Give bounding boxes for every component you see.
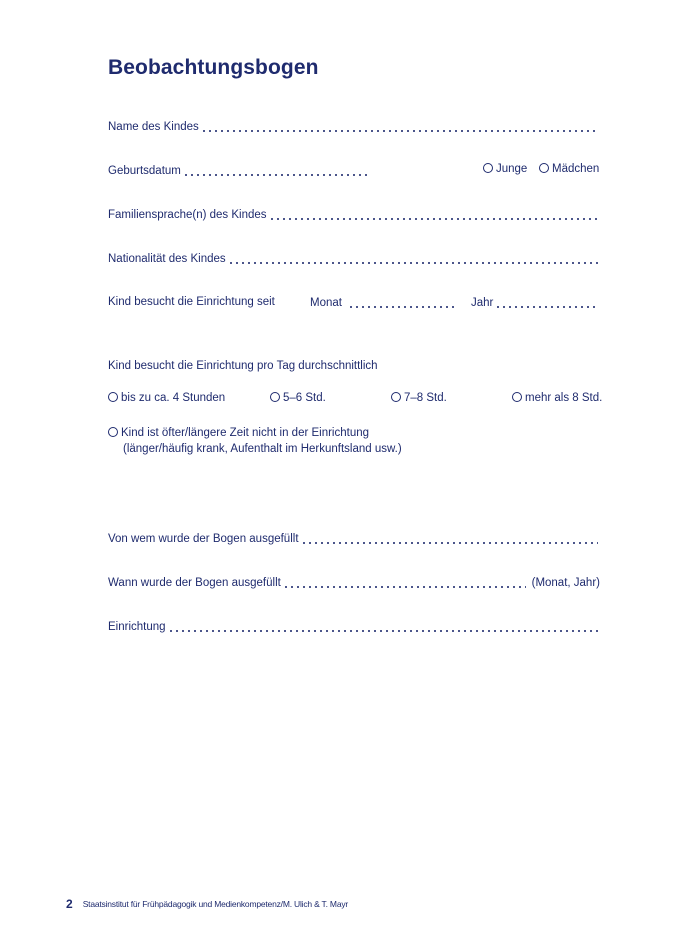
filled-when-suffix: (Monat, Jahr)	[531, 577, 600, 589]
month-row	[310, 293, 460, 311]
page-footer	[66, 897, 348, 911]
filled-when-field[interactable]	[283, 586, 526, 588]
filled-when-row	[108, 573, 600, 591]
gender-boy-label: Junge	[496, 163, 528, 175]
absent-option[interactable]	[108, 425, 369, 441]
nationality-field[interactable]	[228, 262, 598, 264]
hours-option-1-label: bis zu ca. 4 Stunden	[121, 392, 226, 404]
name-field[interactable]	[201, 130, 598, 132]
hours-option-4-label: mehr als 8 Std.	[525, 392, 603, 404]
hours-option-2-label: 5–6 Std.	[283, 392, 326, 404]
family-language-label: Familiensprache(n) des Kindes	[108, 209, 267, 221]
nationality-label: Nationalität des Kindes	[108, 253, 226, 265]
year-label: Jahr	[471, 297, 494, 309]
radio-circle-icon[interactable]	[108, 427, 118, 437]
filled-by-label: Von wem wurde der Bogen ausgefüllt	[108, 533, 299, 545]
institution-label: Einrichtung	[108, 621, 166, 633]
attends-since-label: Kind besucht die Einrichtung seit	[108, 296, 275, 308]
birthdate-label: Geburtsdatum	[108, 165, 181, 177]
absent-label-line1: Kind ist öfter/längere Zeit nicht in der Einrichtung	[121, 427, 370, 439]
institution-row	[108, 617, 600, 635]
page-number: 2	[66, 897, 73, 911]
hours-option-1[interactable]	[108, 390, 225, 406]
radio-circle-icon[interactable]	[108, 392, 118, 402]
radio-circle-icon[interactable]	[539, 163, 549, 173]
hours-option-4[interactable]	[512, 390, 602, 406]
filled-when-label: Wann wurde der Bogen ausgefüllt	[108, 577, 281, 589]
month-field[interactable]	[348, 306, 458, 308]
month-label: Monat	[310, 297, 342, 309]
year-field[interactable]	[495, 306, 598, 308]
filled-by-field[interactable]	[301, 542, 598, 544]
family-language-field[interactable]	[269, 218, 598, 220]
radio-circle-icon[interactable]	[512, 392, 522, 402]
footer-credit: Staatsinstitut für Frühpädagogik und Medienkompetenz/M. Ulich & T. Mayr	[82, 899, 349, 909]
radio-circle-icon[interactable]	[270, 392, 280, 402]
absent-label-line2: (länger/häufig krank, Aufenthalt im Herkunftsland usw.)	[123, 443, 402, 455]
nationality-row	[108, 249, 600, 267]
radio-circle-icon[interactable]	[391, 392, 401, 402]
hours-option-3[interactable]	[391, 390, 447, 406]
gender-girl-label: Mädchen	[552, 163, 600, 175]
family-language-row	[108, 205, 600, 223]
filled-by-row	[108, 529, 600, 547]
name-row	[108, 117, 600, 135]
year-row	[471, 293, 600, 311]
hours-option-2[interactable]	[270, 390, 326, 406]
page-title: Beobachtungsbogen	[108, 56, 319, 79]
hours-option-3-label: 7–8 Std.	[404, 392, 447, 404]
gender-boy-option[interactable]	[483, 161, 527, 177]
radio-circle-icon[interactable]	[483, 163, 493, 173]
name-label: Name des Kindes	[108, 121, 199, 133]
hours-question: Kind besucht die Einrichtung pro Tag durchschnittlich	[108, 360, 378, 372]
institution-field[interactable]	[168, 630, 598, 632]
birthdate-field[interactable]	[183, 174, 369, 176]
gender-girl-option[interactable]	[539, 161, 599, 177]
